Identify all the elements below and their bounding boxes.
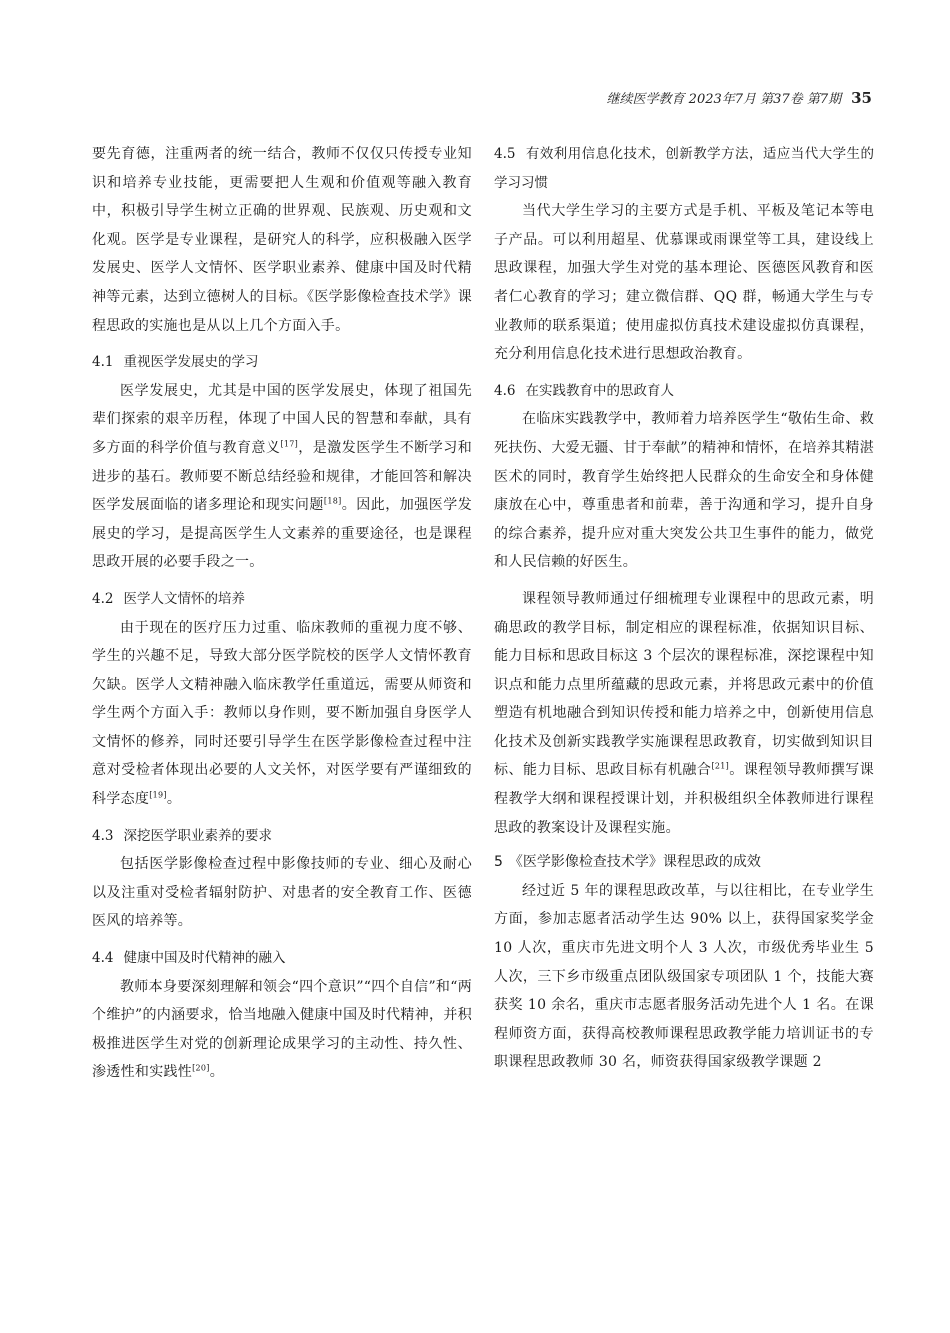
- left-column: [92, 140, 472, 1087]
- heading-title: 深挖医学职业素养的要求: [123, 827, 272, 844]
- paragraph-4-6-first: 在临床实践教学中，教师着力培养医学生“敬佑生命、救死扶伤、大爱无疆、甘于奉献”的精神和情怀，在培养其精湛医术的同时，教育学生始终把人民群众的生命安全和身体健康放在心中，尊重患者和前辈，善于沟通和学习，提升自身的综合素养，提升应对重大突发公共卫生事件的能力，做党和人民信赖的好医生。: [494, 411, 874, 571]
- text-run: 由于现在的医疗压力过重、临床教师的重视力度不够、学生的兴趣不足，导致大部分医学院校的医学人文情怀教育欠缺。医学人文精神融入临床教学任重道远，需要从师资和学生两个方面入手：教师以身作则，要不断加强自身医学人文情怀的修养，同时还要引导学生在医学影像检查过程中注意对受检者体现出必要的人文关怀，对医学要有严谨细致的科学态度: [92, 619, 472, 808]
- running-header: [607, 88, 872, 107]
- paragraph-4-4: [92, 973, 472, 1087]
- heading-title: 有效利用信息化技术，创新教学方法，适应当代大学生的学习习惯: [494, 146, 874, 191]
- text-run: 课程领导教师通过仔细梳理专业课程中的思政元素，明确思政的教学目标，制定相应的课程标准，依据知识目标、能力目标和思政目标这 3 个层次的课程标准，深挖课程中知识点和能力点里所蕴藏的思政元素，并将思政元素中的价值塑造有机地融合到知识传授和能力培养之中，创新使用信息化技术及创新实践教学实施课程思政教育，切实做到知识目标、能力目标、思政目标有机融合: [494, 590, 874, 779]
- paragraph-4-3: 包括医学影像检查过程中影像技师的专业、细心及耐心以及注重对受检者辐射防护、对患者的安全教育工作、医德医风的培养等。: [92, 856, 472, 930]
- heading-title: 健康中国及时代精神的融入: [123, 950, 286, 967]
- text-run: 医学发展史，尤其是中国的医学发展史，体现了祖国先辈们探索的艰辛历程，体现了中国人民的智慧和奉献，具有多方面的科学价值与教育意义: [92, 382, 472, 456]
- heading-4-4: [92, 936, 472, 973]
- right-column: [494, 140, 874, 1077]
- heading-4-3: [92, 814, 472, 851]
- heading-4-6: [494, 369, 874, 406]
- heading-number: 4.3: [92, 827, 114, 844]
- heading-title: 《医学影像检查技术学》课程思政的成效: [508, 854, 761, 871]
- heading-title: 重视医学发展史的学习: [123, 354, 259, 371]
- heading-4-2: [92, 577, 472, 614]
- text-run: 教师本身要深刻理解和领会“四个意识”“四个自信”和“两个维护”的内涵要求，恰当地融入健康中国及时代精神，并积极推进医学生对党的创新理论成果学习的主动性、持久性、渗透性和实践性: [92, 978, 472, 1081]
- heading-title: 医学人文情怀的培养: [123, 590, 245, 607]
- heading-4-1: [92, 340, 472, 377]
- paragraph-4-5: 当代大学生学习的主要方式是手机、平板及笔记本等电子产品。可以利用超星、优慕课或雨课堂等工具，建设线上思政课程，加强大学生对党的基本理论、医德医风教育和医者仁心教育的学习；建立微信群、QQ 群，畅通大学生与专业教师的联系渠道；使用虚拟仿真技术建设虚拟仿真课程，充分利用信息化技术进行思想政治教育。: [494, 203, 874, 363]
- heading-number: 4.1: [92, 354, 114, 371]
- page-number: 35: [851, 89, 872, 107]
- paragraph-5: 经过近 5 年的课程思政改革，与以往相比，在专业学生方面，参加志愿者活动学生达 90% 以上，获得国家奖学金 10 人次，重庆市先进文明个人 3 人次，市级优秀毕业生 5 人次，三下乡市级重点团队级国家专项团队 1 个，技能大赛获奖 10 余名，重庆市志愿者服务活动先进个人 1 名。在课程师资方面，获得高校教师课程思政教学能力培训证书的专职课程思政教师 30 名，师资获得国家级教学课题 2: [494, 882, 874, 1071]
- text-run: ，是激发医学生不断学习和进步的基石。教师要不断总结经验和规律，才能回答和解决医学发展面临的诸多理论和现实问题: [92, 439, 472, 514]
- heading-title: 在实践教育中的思政育人: [525, 382, 674, 399]
- journal-info: 继续医学教育 2023年7月 第37卷 第7期: [606, 92, 842, 107]
- heading-number: 5: [494, 854, 503, 871]
- heading-4-5: [494, 140, 874, 197]
- citation-21: [21]: [711, 761, 730, 771]
- heading-number: 4.5: [494, 146, 516, 162]
- text-run: 。: [166, 791, 182, 808]
- text-run: 。课程领导教师撰写课程教学大纲和课程授课计划，并积极组织全体教师进行课程思政的教案设计及课程实施。: [494, 762, 875, 836]
- paragraph-4-2: [92, 614, 472, 814]
- heading-number: 4.6: [494, 382, 516, 399]
- paragraph-4-6-second: [494, 585, 874, 842]
- text-run: 。: [209, 1064, 225, 1081]
- citation-20: [20]: [192, 1063, 210, 1073]
- intro-paragraph: 要先育德，注重两者的统一结合，教师不仅仅只传授专业知识和培养专业技能，更需要把人生观和价值观等融入教育中，积极引导学生树立正确的世界观、民族观、历史观和文化观。医学是专业课程，是研究人的科学，应积极融入医学发展史、医学人文情怀、医学职业素养、健康中国及时代精神等元素，达到立德树人的目标。《医学影像检查技术学》课程思政的实施也是从以上几个方面入手。: [92, 146, 472, 334]
- paragraph-4-1: [92, 377, 472, 577]
- citation-17: [17]: [280, 439, 299, 449]
- citation-19: [19]: [149, 790, 167, 800]
- heading-number: 4.4: [92, 950, 114, 967]
- text-run: 。因此，加强医学发展史的学习，是提高医学生人文素养的重要途径，也是课程思政开展的必要手段之一。: [92, 497, 472, 571]
- citation-18: [18]: [323, 496, 342, 506]
- heading-number: 4.2: [92, 590, 114, 607]
- heading-5: [494, 842, 874, 877]
